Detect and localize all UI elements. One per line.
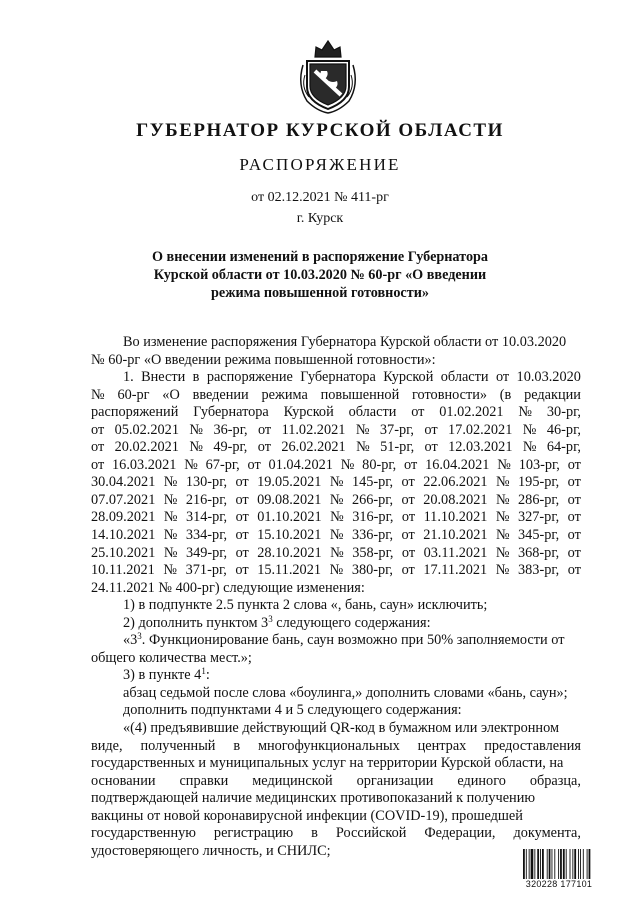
word: от bbox=[257, 421, 272, 438]
word: 17.02.2021 bbox=[448, 421, 513, 438]
barcode-bar bbox=[570, 849, 571, 879]
subitem-4-line: государственных и муниципальных услуг на территории Курской области, на bbox=[91, 755, 564, 772]
word: № bbox=[163, 527, 178, 544]
word: 22.06.2021 bbox=[423, 474, 488, 491]
word: от bbox=[567, 562, 581, 579]
item1-line bbox=[91, 474, 581, 492]
word: «О bbox=[162, 386, 180, 403]
barcode-bar bbox=[529, 849, 530, 879]
word: от bbox=[567, 509, 581, 526]
heading-line: О внесении изменений в распоряжение Губернатора bbox=[151, 249, 489, 265]
word: от bbox=[235, 474, 249, 491]
word: № bbox=[522, 421, 537, 438]
word: 16.04.2021 bbox=[425, 456, 490, 473]
word: 327-рг, bbox=[517, 509, 560, 526]
document-heading bbox=[120, 248, 520, 302]
word: 314-рг, bbox=[185, 509, 228, 526]
item1-line bbox=[91, 509, 581, 527]
subitem-1: 1) в подпункте 2.5 пункта 2 слова «, бань, саун» исключить; bbox=[123, 597, 488, 614]
word: 01.10.2021 bbox=[257, 509, 322, 526]
word: № bbox=[184, 456, 198, 473]
word: № bbox=[163, 491, 178, 508]
word: Курской bbox=[283, 404, 334, 421]
word: 36-рг, bbox=[213, 421, 248, 438]
word: от bbox=[235, 491, 249, 508]
barcode bbox=[522, 849, 596, 881]
word: от bbox=[91, 439, 105, 456]
word: полученный bbox=[140, 737, 216, 754]
word: Курской bbox=[383, 369, 434, 386]
word: 266-рг, bbox=[351, 491, 394, 508]
word: 64-рг, bbox=[546, 439, 581, 456]
word: 20.08.2021 bbox=[423, 491, 488, 508]
word: от bbox=[495, 369, 510, 386]
word: 349-рг, bbox=[185, 544, 228, 561]
word: 26.02.2021 bbox=[281, 439, 346, 456]
barcode-number: 320228 177101 bbox=[525, 879, 593, 889]
word: № bbox=[495, 527, 510, 544]
word: 09.08.2021 bbox=[257, 491, 322, 508]
word: № bbox=[495, 562, 510, 579]
word: 49-рг, bbox=[213, 439, 248, 456]
word: 25.10.2021 bbox=[91, 544, 156, 561]
word: 17.11.2021 bbox=[423, 562, 488, 579]
word: готовности» bbox=[412, 386, 487, 403]
word: № bbox=[355, 421, 370, 438]
word: от bbox=[401, 544, 416, 561]
word: распоряжений bbox=[91, 404, 179, 421]
word: от bbox=[401, 527, 415, 544]
word: в bbox=[233, 737, 241, 754]
word: Российской bbox=[335, 825, 407, 842]
subitem-4-line bbox=[91, 773, 581, 791]
word: области bbox=[348, 404, 397, 421]
word: введении bbox=[192, 386, 249, 403]
word: № bbox=[329, 474, 344, 491]
word: № bbox=[330, 509, 344, 526]
subitem-4-line: подтверждающей наличие медицинских противопоказаний к получению bbox=[91, 790, 536, 807]
barcode-bar bbox=[572, 849, 573, 879]
word: № bbox=[497, 456, 511, 473]
item1-line bbox=[91, 527, 581, 545]
heading-line: режима повышенной готовности» bbox=[211, 285, 429, 301]
item1-line bbox=[91, 492, 581, 510]
word: от bbox=[247, 456, 261, 473]
word: справки bbox=[179, 772, 229, 789]
heading-line: Курской области от 10.03.2020 № 60-рг «О введении bbox=[153, 267, 487, 283]
word: 19.05.2021 bbox=[257, 474, 322, 491]
word: редакции bbox=[524, 386, 581, 403]
barcode-bar bbox=[589, 849, 591, 879]
intro-line: Во изменение распоряжения Губернатора Курской области от 10.03.2020 bbox=[123, 334, 567, 350]
barcode-bar bbox=[531, 849, 534, 879]
word: 28.09.2021 bbox=[91, 509, 156, 526]
word: центрах bbox=[417, 737, 467, 754]
paragraph-a: абзац седьмой после слова «боулинга,» дополнить словами «бань, саун»; bbox=[123, 684, 568, 701]
barcode-bar bbox=[537, 849, 539, 879]
document-type: РАСПОРЯЖЕНИЕ bbox=[239, 155, 401, 174]
barcode-bar bbox=[526, 849, 527, 879]
word: 216-рг, bbox=[185, 491, 228, 508]
barcode-bar bbox=[580, 849, 581, 879]
word: 03.11.2021 bbox=[423, 544, 488, 561]
intro-line: № 60-рг «О введении режима повышенной готовности»: bbox=[91, 351, 436, 368]
word: области bbox=[440, 369, 489, 386]
word: виде, bbox=[91, 737, 123, 754]
word: № bbox=[189, 421, 204, 438]
barcode-bar bbox=[547, 849, 548, 879]
word: 103-рг, bbox=[518, 456, 560, 473]
barcode-bar bbox=[578, 849, 579, 879]
word: от bbox=[235, 562, 249, 579]
word: от bbox=[404, 456, 418, 473]
word: 145-рг, bbox=[351, 474, 394, 491]
quote-3-cont: общего количества мест.»; bbox=[91, 649, 252, 666]
word: 334-рг, bbox=[185, 527, 228, 544]
barcode-bar bbox=[542, 849, 544, 879]
word: № bbox=[356, 439, 370, 456]
document-date-number: от 02.12.2021 № 411-рг bbox=[251, 190, 389, 205]
subitem-4-line bbox=[91, 825, 581, 843]
paragraph-b: дополнить подпунктами 4 и 5 следующего содержания: bbox=[123, 702, 462, 719]
item1-line bbox=[91, 404, 581, 422]
item1-line bbox=[91, 562, 581, 580]
word: 286-рг, bbox=[518, 491, 560, 508]
word: 195-рг, bbox=[518, 474, 560, 491]
item1-line bbox=[91, 439, 581, 457]
word: повышенной bbox=[320, 386, 400, 403]
word: в bbox=[192, 369, 200, 386]
document-city: г. Курск bbox=[296, 211, 344, 226]
word: Губернатора bbox=[193, 404, 269, 421]
word: № bbox=[163, 474, 178, 491]
word: № bbox=[330, 544, 344, 561]
word: образца, bbox=[529, 772, 581, 789]
word: 383-рг, bbox=[518, 562, 560, 579]
word: 16.03.2021 bbox=[112, 456, 177, 473]
document-body bbox=[91, 334, 581, 860]
word: 130-рг, bbox=[185, 474, 228, 491]
word: № bbox=[495, 544, 510, 561]
word: № bbox=[340, 456, 355, 473]
barcode-bar bbox=[523, 849, 525, 879]
word: от bbox=[235, 544, 249, 561]
word: 46-рг, bbox=[546, 421, 581, 438]
word: в bbox=[311, 825, 318, 842]
word: 05.02.2021 bbox=[114, 421, 179, 438]
barcode-bar bbox=[560, 849, 562, 879]
word: 01.02.2021 bbox=[439, 404, 504, 421]
word: основании bbox=[91, 772, 156, 789]
word: организации bbox=[356, 772, 434, 789]
word: Федерации, bbox=[424, 825, 496, 842]
word: № bbox=[329, 527, 344, 544]
word: № bbox=[495, 474, 510, 491]
word: 30.04.2021 bbox=[91, 474, 156, 491]
subitem-4-line: «(4) предъявившие действующий QR-код в бумажном или электронном bbox=[123, 720, 559, 737]
word: 358-рг, bbox=[352, 544, 394, 561]
authority-title: ГУБЕРНАТОР КУРСКОЙ ОБЛАСТИ bbox=[136, 120, 504, 141]
word: от bbox=[235, 527, 249, 544]
item1-line bbox=[91, 369, 581, 387]
word: 371-рг, bbox=[185, 562, 227, 579]
item1-line bbox=[91, 545, 581, 563]
word: № bbox=[163, 509, 178, 526]
word: от bbox=[424, 439, 438, 456]
word: от bbox=[424, 421, 438, 438]
word: 11.10.2021 bbox=[423, 509, 488, 526]
word: единого bbox=[457, 772, 506, 789]
word: 60-рг bbox=[117, 386, 150, 403]
word: 316-рг, bbox=[352, 509, 394, 526]
item1-line bbox=[91, 457, 581, 475]
word: от bbox=[567, 527, 581, 544]
word: 380-рг, bbox=[351, 562, 393, 579]
word: 21.10.2021 bbox=[423, 527, 488, 544]
word: 51-рг, bbox=[380, 439, 415, 456]
word: 15.11.2021 bbox=[257, 562, 321, 579]
barcode-bar bbox=[563, 849, 565, 879]
word: № bbox=[329, 491, 344, 508]
word: 15.10.2021 bbox=[257, 527, 322, 544]
barcode-bar bbox=[540, 849, 541, 879]
word: 80-рг, bbox=[362, 456, 397, 473]
item1-line bbox=[91, 387, 581, 405]
word: от bbox=[91, 456, 105, 473]
subitem-4-line: вакцины от новой коронавирусной инфекции (COVID-19), прошедшей bbox=[91, 807, 523, 824]
word: распоряжение bbox=[206, 369, 293, 386]
subitem-4-line: удостоверяющего личность, и СНИЛС; bbox=[91, 842, 331, 859]
word: от bbox=[401, 562, 415, 579]
word: 10.03.2020 bbox=[516, 369, 581, 386]
word: документа, bbox=[513, 825, 581, 842]
word: 20.02.2021 bbox=[114, 439, 179, 456]
word: № bbox=[495, 491, 510, 508]
word: № bbox=[329, 562, 344, 579]
word: регистрацию bbox=[213, 825, 294, 842]
word: 10.11.2021 bbox=[91, 562, 155, 579]
word: 67-рг, bbox=[205, 456, 240, 473]
word: Губернатора bbox=[300, 369, 376, 386]
barcode-bar bbox=[574, 849, 576, 879]
subitem-3: 3) в пункте $4^1$: bbox=[123, 666, 210, 684]
word: № bbox=[91, 386, 105, 403]
word: № bbox=[495, 509, 510, 526]
word: государственную bbox=[91, 825, 196, 842]
subitem-2: 2) дополнить пунктом $3^3$ следующего содержания: bbox=[123, 613, 431, 631]
word: 336-рг, bbox=[351, 527, 394, 544]
barcode-bar bbox=[587, 849, 588, 879]
word: № bbox=[189, 439, 203, 456]
word: 11.02.2021 bbox=[281, 421, 346, 438]
barcode-bar bbox=[566, 849, 567, 879]
item1-line bbox=[91, 422, 581, 440]
word: режима bbox=[261, 386, 308, 403]
barcode-bar bbox=[534, 849, 535, 879]
word: № bbox=[163, 544, 178, 561]
item1-line: 24.11.2021 № 400-рг) следующие изменения: bbox=[91, 579, 365, 596]
word: от bbox=[401, 509, 416, 526]
word: 01.04.2021 bbox=[268, 456, 333, 473]
word: № bbox=[518, 404, 533, 421]
word: от bbox=[411, 404, 425, 421]
barcode-bar bbox=[558, 849, 559, 879]
word: Внести bbox=[141, 369, 186, 386]
word: 07.07.2021 bbox=[91, 491, 156, 508]
barcode-bar bbox=[583, 849, 584, 879]
word: № bbox=[163, 562, 178, 579]
word: 345-рг, bbox=[518, 527, 560, 544]
word: 12.03.2021 bbox=[448, 439, 513, 456]
word: от bbox=[401, 474, 415, 491]
word: от bbox=[401, 491, 415, 508]
word: 37-рг, bbox=[379, 421, 414, 438]
barcode-bar bbox=[549, 849, 551, 879]
quote-3: «$3^3$. Функционирование бань, саун возможно при 50% заполняемости от bbox=[123, 631, 565, 649]
word: медицинской bbox=[252, 772, 333, 789]
word: (в bbox=[499, 386, 512, 403]
word: 30-рг, bbox=[546, 404, 581, 421]
word: от bbox=[567, 491, 581, 508]
word: от bbox=[257, 439, 271, 456]
word: 28.10.2021 bbox=[257, 544, 322, 561]
word: от bbox=[567, 544, 581, 561]
word: от bbox=[567, 456, 581, 473]
word: от bbox=[567, 474, 581, 491]
word: 14.10.2021 bbox=[91, 527, 156, 544]
subitem-4-line bbox=[91, 738, 581, 756]
barcode-bar bbox=[552, 849, 553, 879]
coat-of-arms-emblem bbox=[293, 35, 363, 115]
barcode-bar bbox=[554, 849, 555, 879]
word: предоставления bbox=[484, 737, 581, 754]
word: от bbox=[235, 509, 249, 526]
word: многофункциональных bbox=[257, 737, 400, 754]
word: от bbox=[91, 421, 105, 438]
word: 368-рг, bbox=[517, 544, 560, 561]
word: № bbox=[522, 439, 537, 456]
word: 1. bbox=[123, 369, 134, 386]
